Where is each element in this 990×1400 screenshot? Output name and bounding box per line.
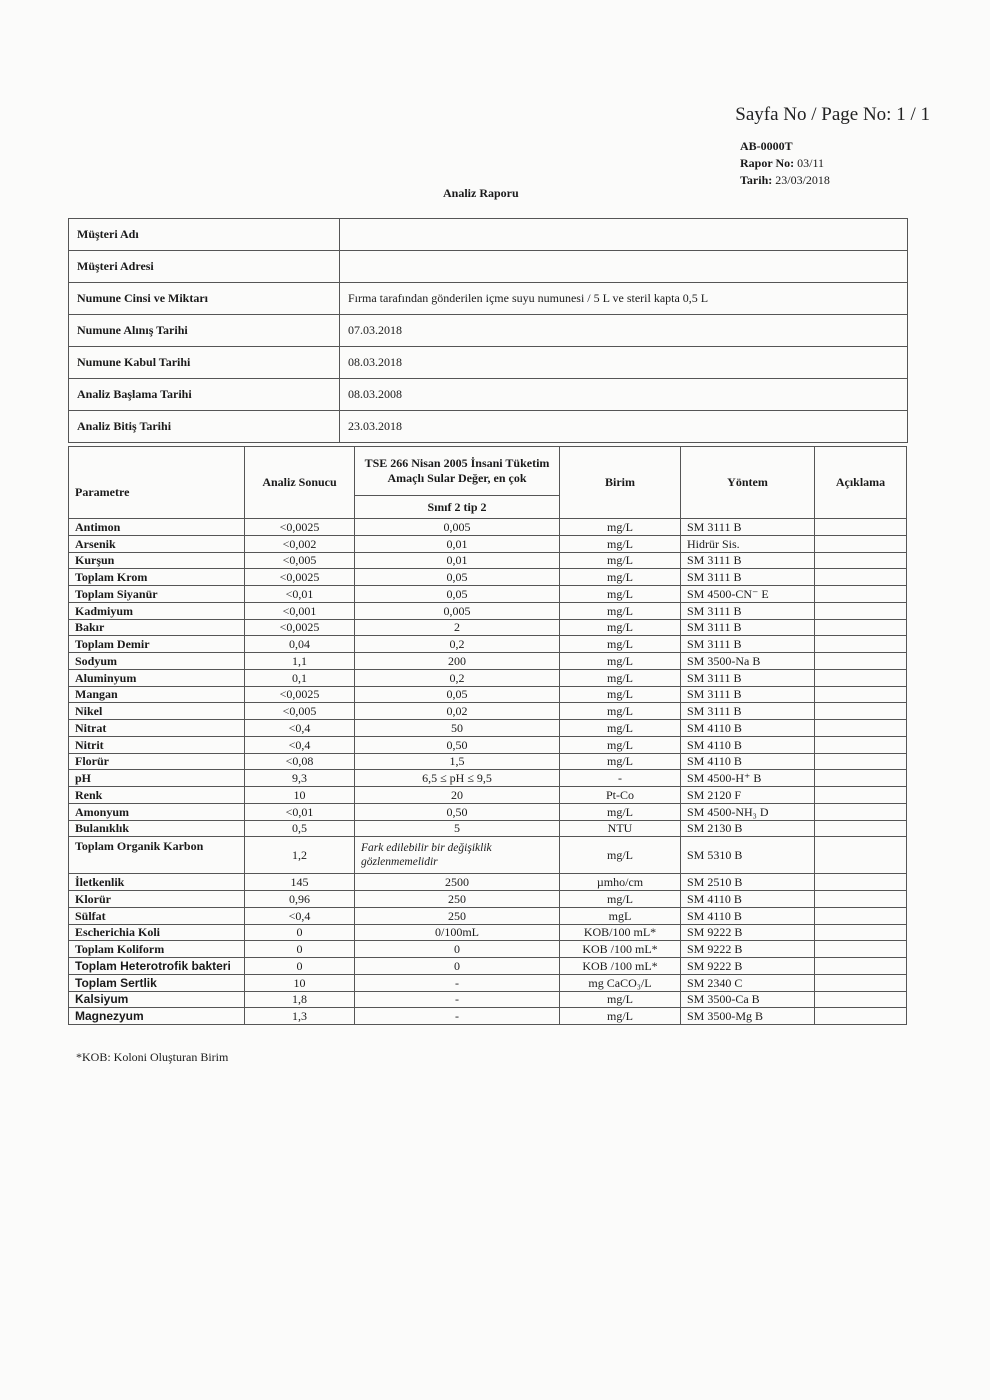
parameter-cell: pH — [69, 770, 245, 787]
parameter-cell: Sodyum — [69, 653, 245, 670]
result-cell: <0,0025 — [245, 619, 355, 636]
method-cell: SM 3111 B — [681, 619, 815, 636]
info-label: Numune Cinsi ve Miktarı — [69, 283, 340, 315]
unit-cell: mg/L — [560, 636, 681, 653]
note-cell — [815, 552, 907, 569]
parameter-cell: Toplam Sertlik — [69, 974, 245, 991]
header-parameter: Parametre — [69, 447, 245, 519]
limit-cell: 2 — [355, 619, 560, 636]
info-row — [69, 283, 908, 315]
page-number: Sayfa No / Page No: 1 / 1 — [735, 104, 930, 125]
method-cell: SM 3111 B — [681, 636, 815, 653]
table-row — [69, 1008, 907, 1025]
limit-cell: 0 — [355, 941, 560, 958]
result-cell: <0,01 — [245, 586, 355, 603]
unit-cell: mg/L — [560, 753, 681, 770]
method-cell: SM 3111 B — [681, 569, 815, 586]
table-row — [69, 837, 907, 874]
note-cell — [815, 941, 907, 958]
parameter-cell: Kurşun — [69, 552, 245, 569]
table-row — [69, 958, 907, 975]
header-note: Açıklama — [815, 447, 907, 519]
table-row — [69, 720, 907, 737]
limit-cell: - — [355, 1008, 560, 1025]
unit-cell: KOB /100 mL* — [560, 941, 681, 958]
unit-cell: mg/L — [560, 703, 681, 720]
info-row — [69, 379, 908, 411]
parameter-cell: Renk — [69, 787, 245, 804]
table-row — [69, 569, 907, 586]
result-cell: <0,0025 — [245, 519, 355, 536]
note-cell — [815, 753, 907, 770]
result-cell: <0,0025 — [245, 569, 355, 586]
note-cell — [815, 720, 907, 737]
method-cell: SM 3111 B — [681, 669, 815, 686]
method-cell: SM 3111 B — [681, 602, 815, 619]
limit-cell: 1,5 — [355, 753, 560, 770]
table-row — [69, 974, 907, 991]
date-value: 23/03/2018 — [775, 173, 830, 187]
unit-cell: mg/L — [560, 569, 681, 586]
report-no-label: Rapor No: — [740, 156, 795, 170]
parameter-cell: Nitrat — [69, 720, 245, 737]
table-row — [69, 552, 907, 569]
table-row — [69, 686, 907, 703]
parameter-cell: Arsenik — [69, 535, 245, 552]
info-value: Fırma tarafından gönderilen içme suyu numunesi / 5 L ve steril kapta 0,5 L — [340, 283, 908, 315]
result-cell: <0,4 — [245, 736, 355, 753]
limit-cell: 6,5 ≤ pH ≤ 9,5 — [355, 770, 560, 787]
limit-cell: 0,50 — [355, 803, 560, 820]
note-cell — [815, 636, 907, 653]
limit-cell: Fark edilebilir bir değişiklik gözlenmemelidir — [355, 837, 560, 874]
note-cell — [815, 569, 907, 586]
result-cell: 1,8 — [245, 991, 355, 1008]
parameter-cell: Mangan — [69, 686, 245, 703]
table-row — [69, 770, 907, 787]
result-cell: <0,4 — [245, 720, 355, 737]
method-cell: SM 4500-NH₃ D — [681, 803, 815, 820]
method-cell: SM 4110 B — [681, 891, 815, 908]
limit-cell: 0,2 — [355, 636, 560, 653]
limit-cell: 0,50 — [355, 736, 560, 753]
info-value: 23.03.2018 — [340, 411, 908, 443]
method-cell: Hidrür Sis. — [681, 535, 815, 552]
info-row — [69, 411, 908, 443]
unit-cell: mg/L — [560, 991, 681, 1008]
info-row — [69, 219, 908, 251]
unit-cell: mg/L — [560, 803, 681, 820]
table-row — [69, 874, 907, 891]
limit-cell: - — [355, 974, 560, 991]
table-row — [69, 636, 907, 653]
limit-cell: 0,005 — [355, 519, 560, 536]
table-row — [69, 924, 907, 941]
table-row — [69, 907, 907, 924]
result-cell: 0,96 — [245, 891, 355, 908]
method-cell: SM 9222 B — [681, 924, 815, 941]
unit-cell: µmho/cm — [560, 874, 681, 891]
table-row — [69, 535, 907, 552]
table-row — [69, 669, 907, 686]
method-cell: SM 3500-Ca B — [681, 991, 815, 1008]
note-cell — [815, 803, 907, 820]
method-cell: SM 2510 B — [681, 874, 815, 891]
method-cell: SM 3111 B — [681, 703, 815, 720]
info-value: 07.03.2018 — [340, 315, 908, 347]
table-row — [69, 703, 907, 720]
limit-cell: 0,01 — [355, 552, 560, 569]
method-cell: SM 3500-Na B — [681, 653, 815, 670]
note-cell — [815, 991, 907, 1008]
parameter-cell: Toplam Koliform — [69, 941, 245, 958]
parameter-cell: Klorür — [69, 891, 245, 908]
note-cell — [815, 519, 907, 536]
unit-cell: mg/L — [560, 602, 681, 619]
result-cell: 1,1 — [245, 653, 355, 670]
note-cell — [815, 619, 907, 636]
note-cell — [815, 686, 907, 703]
limit-cell: 0,05 — [355, 586, 560, 603]
result-cell: <0,4 — [245, 907, 355, 924]
unit-cell: NTU — [560, 820, 681, 837]
method-cell: SM 9222 B — [681, 958, 815, 975]
sample-info-table — [68, 218, 908, 443]
result-cell: 0,5 — [245, 820, 355, 837]
note-cell — [815, 837, 907, 874]
unit-cell: mg/L — [560, 586, 681, 603]
unit-cell: mg/L — [560, 535, 681, 552]
limit-cell: 0 — [355, 958, 560, 975]
result-cell: <0,005 — [245, 703, 355, 720]
method-cell: SM 5310 B — [681, 837, 815, 874]
report-title: Analiz Raporu — [443, 186, 519, 200]
limit-cell: 0,005 — [355, 602, 560, 619]
note-cell — [815, 958, 907, 975]
limit-cell: 0,01 — [355, 535, 560, 552]
unit-cell: mg/L — [560, 619, 681, 636]
method-cell: SM 3111 B — [681, 686, 815, 703]
parameter-cell: Toplam Heterotrofik bakteri — [69, 958, 245, 975]
result-cell: <0,002 — [245, 535, 355, 552]
parameter-cell: Toplam Demir — [69, 636, 245, 653]
method-cell: SM 2340 C — [681, 974, 815, 991]
table-row — [69, 619, 907, 636]
analysis-results-table — [68, 446, 907, 1025]
note-cell — [815, 703, 907, 720]
result-cell: <0,001 — [245, 602, 355, 619]
note-cell — [815, 787, 907, 804]
parameter-cell: Toplam Krom — [69, 569, 245, 586]
unit-cell: mg/L — [560, 736, 681, 753]
parameter-cell: Aluminyum — [69, 669, 245, 686]
table-row — [69, 736, 907, 753]
limit-cell: 2500 — [355, 874, 560, 891]
unit-cell: Pt-Co — [560, 787, 681, 804]
parameter-cell: Toplam Siyanür — [69, 586, 245, 603]
parameter-cell: Nitrit — [69, 736, 245, 753]
note-cell — [815, 602, 907, 619]
table-row — [69, 653, 907, 670]
limit-cell: 5 — [355, 820, 560, 837]
parameter-cell: İletkenlik — [69, 874, 245, 891]
document-code: AB-0000T — [740, 139, 793, 153]
parameter-cell: Antimon — [69, 519, 245, 536]
note-cell — [815, 653, 907, 670]
info-label: Analiz Bitiş Tarihi — [69, 411, 340, 443]
table-row — [69, 787, 907, 804]
table-row — [69, 753, 907, 770]
table-row — [69, 602, 907, 619]
note-cell — [815, 874, 907, 891]
table-row — [69, 891, 907, 908]
parameter-cell: Bulanıklık — [69, 820, 245, 837]
limit-cell: 0/100mL — [355, 924, 560, 941]
method-cell: SM 4110 B — [681, 720, 815, 737]
result-cell: <0,0025 — [245, 686, 355, 703]
parameter-cell: Toplam Organik Karbon — [69, 837, 245, 874]
result-cell: 1,3 — [245, 1008, 355, 1025]
header-result: Analiz Sonucu — [245, 447, 355, 519]
table-row — [69, 991, 907, 1008]
footnote: *KOB: Koloni Oluşturan Birim — [76, 1050, 229, 1064]
method-cell: SM 4110 B — [681, 907, 815, 924]
note-cell — [815, 736, 907, 753]
note-cell — [815, 820, 907, 837]
result-cell: 0,04 — [245, 636, 355, 653]
info-label: Numune Kabul Tarihi — [69, 347, 340, 379]
unit-cell: mg/L — [560, 1008, 681, 1025]
parameter-cell: Amonyum — [69, 803, 245, 820]
method-cell: SM 3111 B — [681, 519, 815, 536]
unit-cell: mg/L — [560, 552, 681, 569]
info-row — [69, 347, 908, 379]
header-unit: Birim — [560, 447, 681, 519]
parameter-cell: Bakır — [69, 619, 245, 636]
method-cell: SM 4110 B — [681, 736, 815, 753]
info-label: Müşteri Adresi — [69, 251, 340, 283]
result-cell: 0,1 — [245, 669, 355, 686]
note-cell — [815, 907, 907, 924]
method-cell: SM 4500-H⁺ B — [681, 770, 815, 787]
result-cell: 10 — [245, 787, 355, 804]
unit-cell: mg/L — [560, 686, 681, 703]
info-row — [69, 315, 908, 347]
info-row — [69, 251, 908, 283]
unit-cell: mg CaCO₃/L — [560, 974, 681, 991]
limit-cell: 0,02 — [355, 703, 560, 720]
header-limit-class: Sınıf 2 tip 2 — [355, 496, 560, 519]
method-cell: SM 3500-Mg B — [681, 1008, 815, 1025]
note-cell — [815, 669, 907, 686]
date-label: Tarih: — [740, 173, 773, 187]
limit-cell: 250 — [355, 891, 560, 908]
limit-cell: 250 — [355, 907, 560, 924]
unit-cell: mg/L — [560, 720, 681, 737]
result-cell: 10 — [245, 974, 355, 991]
result-cell: 0 — [245, 924, 355, 941]
table-row — [69, 941, 907, 958]
table-row — [69, 586, 907, 603]
result-cell: 9,3 — [245, 770, 355, 787]
limit-cell: 200 — [355, 653, 560, 670]
method-cell: SM 3111 B — [681, 552, 815, 569]
result-cell: 145 — [245, 874, 355, 891]
limit-cell: 0,05 — [355, 569, 560, 586]
note-cell — [815, 535, 907, 552]
limit-cell: 20 — [355, 787, 560, 804]
table-row — [69, 803, 907, 820]
unit-cell: mg/L — [560, 669, 681, 686]
parameter-cell: Escherichia Koli — [69, 924, 245, 941]
result-cell: 0 — [245, 958, 355, 975]
info-value — [340, 251, 908, 283]
method-cell: SM 2130 B — [681, 820, 815, 837]
note-cell — [815, 586, 907, 603]
report-header-block — [740, 138, 830, 189]
unit-cell: KOB /100 mL* — [560, 958, 681, 975]
info-value: 08.03.2008 — [340, 379, 908, 411]
method-cell: SM 9222 B — [681, 941, 815, 958]
note-cell — [815, 770, 907, 787]
limit-cell: 0,05 — [355, 686, 560, 703]
unit-cell: KOB/100 mL* — [560, 924, 681, 941]
parameter-cell: Florür — [69, 753, 245, 770]
method-cell: SM 2120 F — [681, 787, 815, 804]
parameter-cell: Magnezyum — [69, 1008, 245, 1025]
note-cell — [815, 891, 907, 908]
note-cell — [815, 1008, 907, 1025]
table-row — [69, 519, 907, 536]
result-cell: 1,2 — [245, 837, 355, 874]
unit-cell: mg/L — [560, 891, 681, 908]
unit-cell: mg/L — [560, 519, 681, 536]
result-cell: <0,01 — [245, 803, 355, 820]
limit-cell: 0,2 — [355, 669, 560, 686]
table-row — [69, 820, 907, 837]
unit-cell: mgL — [560, 907, 681, 924]
info-label: Numune Alınış Tarihi — [69, 315, 340, 347]
note-cell — [815, 974, 907, 991]
parameter-cell: Nikel — [69, 703, 245, 720]
unit-cell: mg/L — [560, 653, 681, 670]
info-label: Müşteri Adı — [69, 219, 340, 251]
header-method: Yöntem — [681, 447, 815, 519]
method-cell: SM 4110 B — [681, 753, 815, 770]
result-cell: <0,08 — [245, 753, 355, 770]
header-limit: TSE 266 Nisan 2005 İnsani Tüketim Amaçlı Sular Değer, en çok — [355, 447, 560, 496]
parameter-cell: Sülfat — [69, 907, 245, 924]
info-value: 08.03.2018 — [340, 347, 908, 379]
unit-cell: - — [560, 770, 681, 787]
limit-cell: - — [355, 991, 560, 1008]
note-cell — [815, 924, 907, 941]
parameter-cell: Kadmiyum — [69, 602, 245, 619]
parameter-cell: Kalsiyum — [69, 991, 245, 1008]
report-no-value: 03/11 — [797, 156, 825, 170]
info-value — [340, 219, 908, 251]
info-label: Analiz Başlama Tarihi — [69, 379, 340, 411]
result-cell: <0,005 — [245, 552, 355, 569]
limit-cell: 50 — [355, 720, 560, 737]
result-cell: 0 — [245, 941, 355, 958]
method-cell: SM 4500-CN⁻ E — [681, 586, 815, 603]
unit-cell: mg/L — [560, 837, 681, 874]
